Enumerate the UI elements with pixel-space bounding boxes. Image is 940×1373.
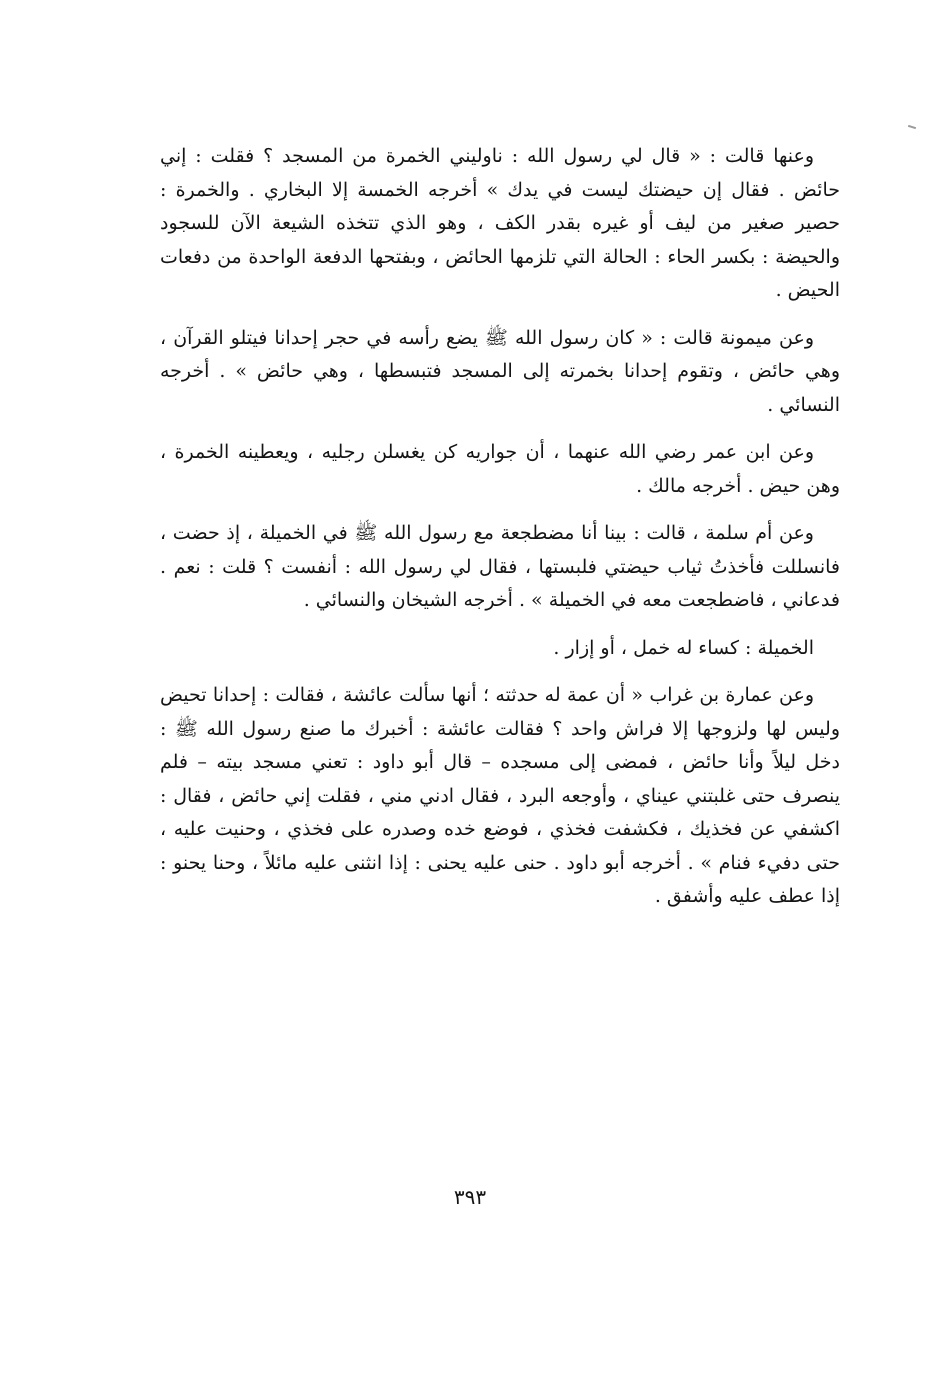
body-text <box>160 140 840 928</box>
paragraph: وعن ابن عمر رضي الله عنهما ، أن جواريه كن يغسلن رجليه ، ويعطينه الخمرة ، وهن حيض . أخرجه مالك . <box>160 441 840 497</box>
page-number: ٣٩٣ <box>453 1185 487 1209</box>
paragraph: الخميلة : كساء له خمل ، أو إزار . <box>553 636 814 659</box>
paragraph: وعن عمارة بن غراب « أن عمة له حدثته ؛ أنها سألت عائشة ، فقالت : إحدانا تحيض وليس لها ولزوجها إلا فراش واحد ؟ فقالت عائشة : أخبرك ما صنع رسول الله ﷺ : دخل ليلاً وأنا حائض ، فمضى إلى مسجده – قال أبو داود : تعني مسجد بيته – فلم ينصرف حتى غلبتني عيناي ، وأوجعه البرد ، فقال ادني مني ، فقلت إني حائض ، فقال : اكشفي عن فخذيك ، فكشفت فخذي ، فوضع خده وصدره على فخذي ، وحنيت عليه ، حتى دفيء فنام » . أخرجه أبو داود . حنى عليه يحنى : إذا انثنى عليه مائلاً ، وحنا يحنو : إذا عطف عليه وأشفق . <box>160 684 840 907</box>
paragraph: وعن ميمونة قالت : « كان رسول الله ﷺ يضع رأسه في حجر إحدانا فيتلو القرآن ، وهي حائض ، وتقوم إحدانا بخمرته إلى المسجد فتبسطها ، وهي حائض » . أخرجه النسائي . <box>160 326 840 416</box>
scan-mark <box>908 125 916 129</box>
paragraph: وعن أم سلمة ، قالت : بينا أنا مضطجعة مع رسول الله ﷺ في الخميلة ، إذ حضت ، فانسللت فأخذتُ ثياب حيضتي فلبستها ، فقال لي رسول الله : أنفست ؟ قلت : نعم . فدعاني ، فاضطجعت معه في الخميلة » . أخرجه الشيخان والنسائي . <box>160 522 840 611</box>
paragraph: وعنها قالت : « قال لي رسول الله : ناوليني الخمرة من المسجد ؟ فقلت : إني حائض . فقال إن حيضتك ليست في يدك » أخرجه الخمسة إلا البخاري . والخمرة : حصير صغير من ليف أو غيره بقدر الكف ، وهو الذي تتخذه الشيعة الآن للسجود والحيضة : بكسر الحاء : الحالة التي تلزمها الحائض ، وبفتحها الدفعة الواحدة من دفعات الحيض . <box>160 145 841 301</box>
